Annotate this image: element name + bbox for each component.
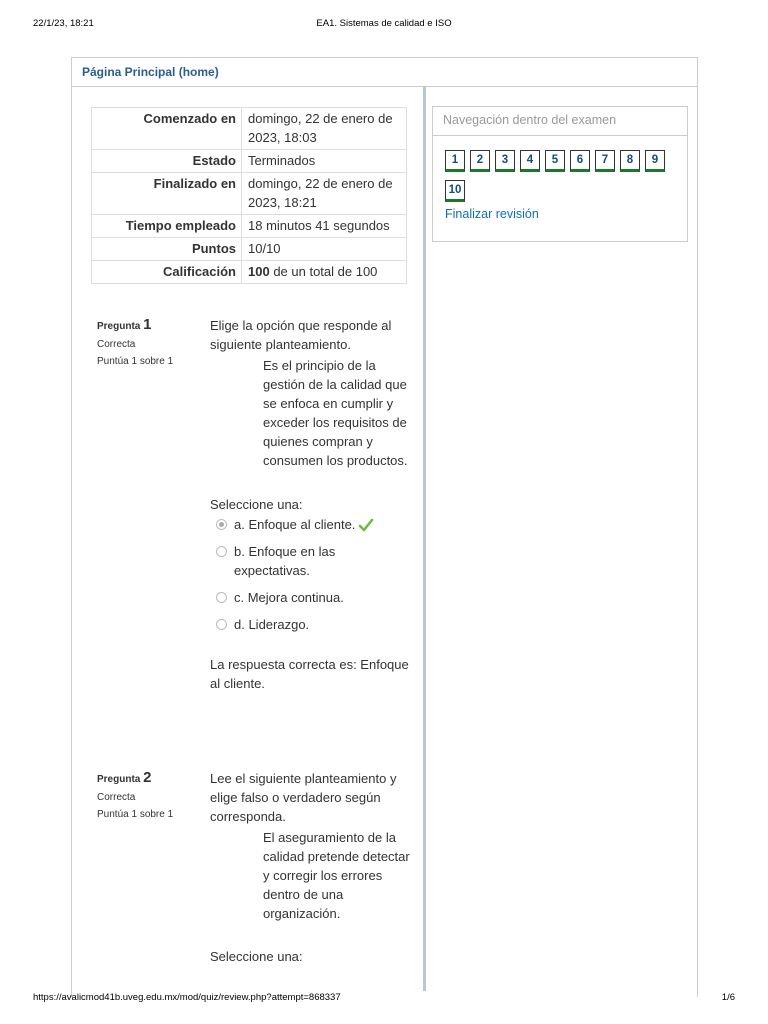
summary-label: Puntos bbox=[92, 238, 242, 261]
question-number-value: 2 bbox=[143, 769, 152, 786]
grade-total: de un total de 100 bbox=[269, 264, 378, 279]
select-one-label: Seleccione una: bbox=[210, 497, 303, 512]
summary-row-points bbox=[92, 238, 407, 261]
summary-label: Finalizado en bbox=[92, 173, 242, 215]
question-prompt: Elige la opción que responde al siguiente planteamiento. bbox=[210, 318, 392, 352]
question-info bbox=[97, 769, 207, 826]
summary-value: domingo, 22 de enero de 2023, 18:03 bbox=[242, 108, 407, 150]
question-number-value: 1 bbox=[143, 316, 152, 333]
navbar bbox=[72, 58, 697, 87]
question-prompt: Lee el siguiente planteamiento y elige falso o verdadero según corresponda. bbox=[210, 771, 397, 824]
question-2 bbox=[97, 769, 417, 979]
radio-button[interactable] bbox=[216, 546, 227, 557]
summary-value: domingo, 22 de enero de 2023, 18:21 bbox=[242, 173, 407, 215]
home-link[interactable]: Página Principal (home) bbox=[82, 65, 219, 79]
summary-row-started bbox=[92, 108, 407, 150]
print-url: https://avalicmod41b.uveg.edu.mx/mod/quiz/review.php?attempt=868337 bbox=[33, 992, 341, 1003]
summary-value: 18 minutos 41 segundos bbox=[242, 215, 407, 238]
question-label: Pregunta bbox=[97, 774, 141, 785]
nav-question-button[interactable]: 9 bbox=[645, 150, 665, 172]
summary-label: Comenzado en bbox=[92, 108, 242, 150]
nav-question-button[interactable]: 7 bbox=[595, 150, 615, 172]
nav-question-button[interactable]: 6 bbox=[570, 150, 590, 172]
answer-text: d. Liderazgo. bbox=[234, 617, 310, 632]
question-grade: Puntúa 1 sobre 1 bbox=[97, 356, 174, 367]
radio-button-selected[interactable] bbox=[216, 519, 227, 530]
answer-text: c. Mejora continua. bbox=[234, 590, 344, 605]
print-footer bbox=[0, 992, 768, 1006]
answer-option-b[interactable] bbox=[210, 542, 410, 580]
grade-score: 100 bbox=[248, 264, 270, 279]
right-answer-feedback: La respuesta correcta es: Enfoque al cliente. bbox=[210, 657, 409, 691]
nav-question-button[interactable]: 1 bbox=[445, 150, 465, 172]
summary-value: Terminados bbox=[242, 150, 407, 173]
quiz-navigation-title: Navegación dentro del examen bbox=[433, 107, 687, 136]
nav-question-button[interactable]: 3 bbox=[495, 150, 515, 172]
quiz-navigation-block bbox=[432, 106, 688, 242]
summary-row-finished bbox=[92, 173, 407, 215]
print-title: EA1. Sistemas de calidad e ISO bbox=[316, 18, 452, 29]
question-statement: Es el principio de la gestión de la calidad que se enfoca en cumplir y exceder los requisitos de quienes compran y consumen los productos. bbox=[263, 358, 408, 468]
question-label: Pregunta bbox=[97, 321, 141, 332]
answer-label bbox=[234, 515, 374, 534]
summary-label: Calificación bbox=[92, 261, 242, 284]
select-one-label: Seleccione una: bbox=[210, 949, 303, 964]
nav-question-button[interactable]: 2 bbox=[470, 150, 490, 172]
question-number bbox=[97, 316, 207, 333]
check-icon bbox=[358, 518, 374, 533]
question-number bbox=[97, 769, 207, 786]
question-content bbox=[210, 769, 410, 966]
question-state: Correcta bbox=[97, 792, 136, 803]
region-divider bbox=[423, 86, 426, 991]
question-state: Correcta bbox=[97, 339, 136, 350]
question-info bbox=[97, 316, 207, 373]
question-grade: Puntúa 1 sobre 1 bbox=[97, 809, 174, 820]
summary-row-state bbox=[92, 150, 407, 173]
print-datetime: 22/1/23, 18:21 bbox=[33, 18, 94, 29]
summary-value bbox=[242, 261, 407, 284]
summary-row-grade bbox=[92, 261, 407, 284]
answer-text: a. Enfoque al cliente. bbox=[234, 517, 356, 532]
answer-option-c[interactable] bbox=[210, 588, 410, 607]
print-page-number: 1/6 bbox=[721, 992, 735, 1003]
answer-text: b. Enfoque en las expectativas. bbox=[234, 544, 336, 578]
question-1 bbox=[97, 316, 417, 736]
nav-question-button[interactable]: 10 bbox=[445, 180, 465, 202]
nav-question-button[interactable]: 5 bbox=[545, 150, 565, 172]
summary-label: Estado bbox=[92, 150, 242, 173]
attempt-summary-table bbox=[91, 107, 407, 284]
question-statement: El aseguramiento de la calidad pretende detectar y corregir los errores dentro de una organización. bbox=[263, 830, 410, 921]
radio-button[interactable] bbox=[216, 619, 227, 630]
radio-button[interactable] bbox=[216, 592, 227, 603]
answer-option-a[interactable] bbox=[210, 515, 410, 534]
nav-question-button[interactable]: 4 bbox=[520, 150, 540, 172]
finish-review-link[interactable]: Finalizar revisión bbox=[445, 207, 539, 221]
quiz-navigation-buttons bbox=[433, 136, 683, 210]
answer-options bbox=[210, 515, 410, 634]
summary-value: 10/10 bbox=[242, 238, 407, 261]
print-header bbox=[0, 18, 768, 32]
answer-option-d[interactable] bbox=[210, 615, 410, 634]
summary-label: Tiempo empleado bbox=[92, 215, 242, 238]
question-content bbox=[210, 316, 410, 693]
summary-row-time-taken bbox=[92, 215, 407, 238]
nav-question-button[interactable]: 8 bbox=[620, 150, 640, 172]
